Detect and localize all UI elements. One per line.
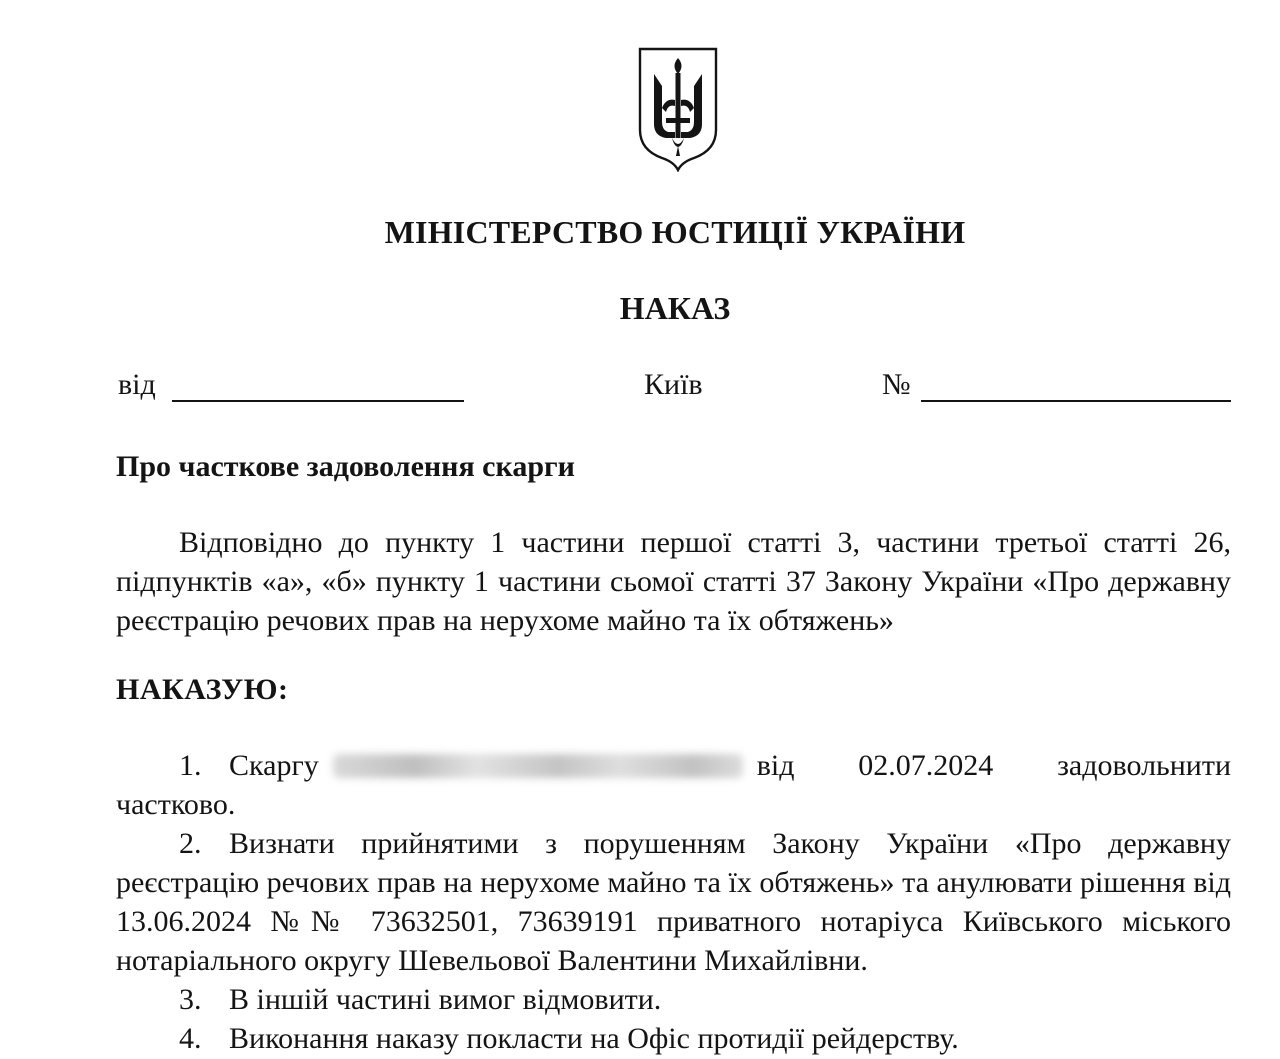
item-text: Виконання наказу покласти на Офіс протидії рейдерству. bbox=[229, 1022, 959, 1055]
city-name: Київ bbox=[644, 368, 703, 401]
ukraine-coat-of-arms-icon bbox=[636, 46, 720, 172]
preamble-paragraph: Відповідно до пункту 1 частини першої статті 3, частини третьої статті 26, підпунктів «а», «б» пункту 1 частини сьомої статті 37 Закону України «Про державну реєстрацію речових прав на нерухоме майно та їх обтяжень» bbox=[116, 526, 1231, 637]
ministry-title: МІНІСТЕРСТВО ЮСТИЦІЇ УКРАЇНИ bbox=[384, 214, 966, 250]
item-text-before: Скаргу bbox=[229, 749, 319, 782]
document-type-title: НАКАЗ bbox=[619, 290, 731, 326]
number-label: № bbox=[882, 368, 911, 401]
order-item-2 bbox=[116, 824, 1231, 980]
order-items-list bbox=[116, 746, 1231, 1058]
item-number: 1. bbox=[179, 749, 202, 782]
item-number: 2. bbox=[179, 827, 202, 860]
item-text: Визнати прийнятими з порушенням Закону України «Про державну реєстрацію речових прав на нерухоме майно та їх обтяжень» та анулювати рішення від 13.06.2024 №№ 73632501, 73639191 приватного нотаріуса Київського міського нотаріального округу Шевельової Валентини Михайлівни. bbox=[116, 827, 1231, 977]
item-number: 4. bbox=[179, 1022, 202, 1055]
order-item-1 bbox=[116, 746, 1231, 824]
order-item-4 bbox=[116, 1019, 1231, 1058]
decree-heading: НАКАЗУЮ: bbox=[116, 673, 289, 706]
date-blank-line bbox=[172, 400, 464, 402]
redacted-name-blur bbox=[333, 754, 743, 778]
item-text: В іншій частині вимог відмовити. bbox=[229, 983, 662, 1016]
item-text-after: від 02.07.2024 задовольнити частково. bbox=[116, 749, 1231, 821]
order-subject: Про часткове задоволення скарги bbox=[116, 450, 575, 483]
date-city-number-line bbox=[0, 368, 1280, 408]
item-number: 3. bbox=[179, 983, 202, 1016]
number-blank-line bbox=[921, 400, 1231, 402]
date-label: від bbox=[118, 368, 156, 401]
order-item-3 bbox=[116, 980, 1231, 1019]
